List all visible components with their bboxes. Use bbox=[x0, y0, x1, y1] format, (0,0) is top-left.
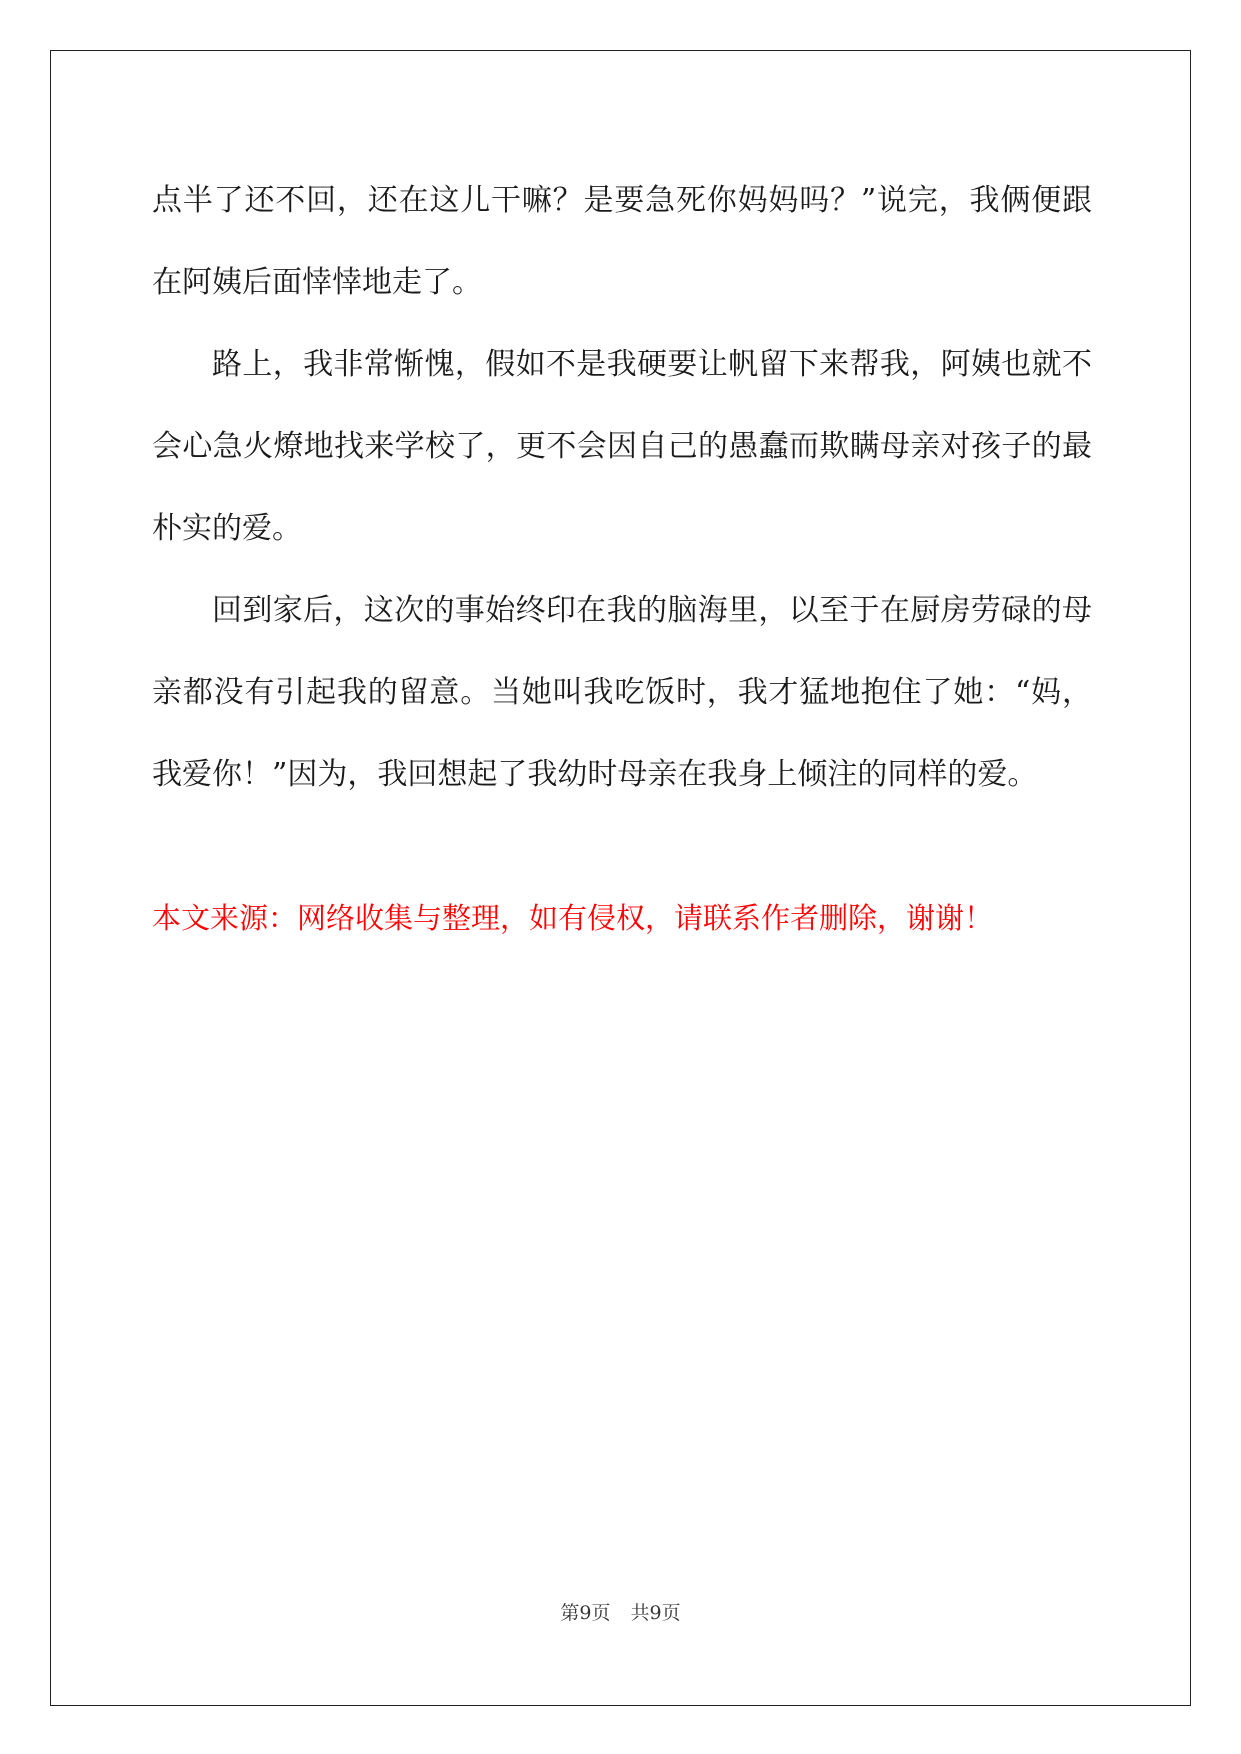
page-number: 第9页 bbox=[560, 1602, 611, 1624]
paragraph-back-home: 回到家后，这次的事始终印在我的脑海里，以至于在厨房劳碌的母亲都没有引起我的留意。当她叫我吃饭时，我才猛地抱住了她：“妈，我爱你！”因为，我回想起了我幼时母亲在我身上倾注的同样的爱。 bbox=[152, 593, 1092, 792]
page-footer bbox=[0, 1601, 1241, 1625]
source-disclaimer: 本文来源：网络收集与整理，如有侵权，请联系作者删除，谢谢！ bbox=[152, 901, 994, 935]
document-body bbox=[152, 160, 1092, 816]
page-total: 共9页 bbox=[630, 1602, 681, 1624]
paragraph-continued: 点半了还不回，还在这儿干嘛？是要急死你妈妈吗？”说完，我俩便跟在阿姨后面悻悻地走了。 bbox=[152, 183, 1092, 300]
paragraph-on-the-road: 路上，我非常惭愧，假如不是我硬要让帆留下来帮我，阿姨也就不会心急火燎地找来学校了，更不会因自己的愚蠢而欺瞒母亲对孩子的最朴实的爱。 bbox=[152, 347, 1092, 546]
